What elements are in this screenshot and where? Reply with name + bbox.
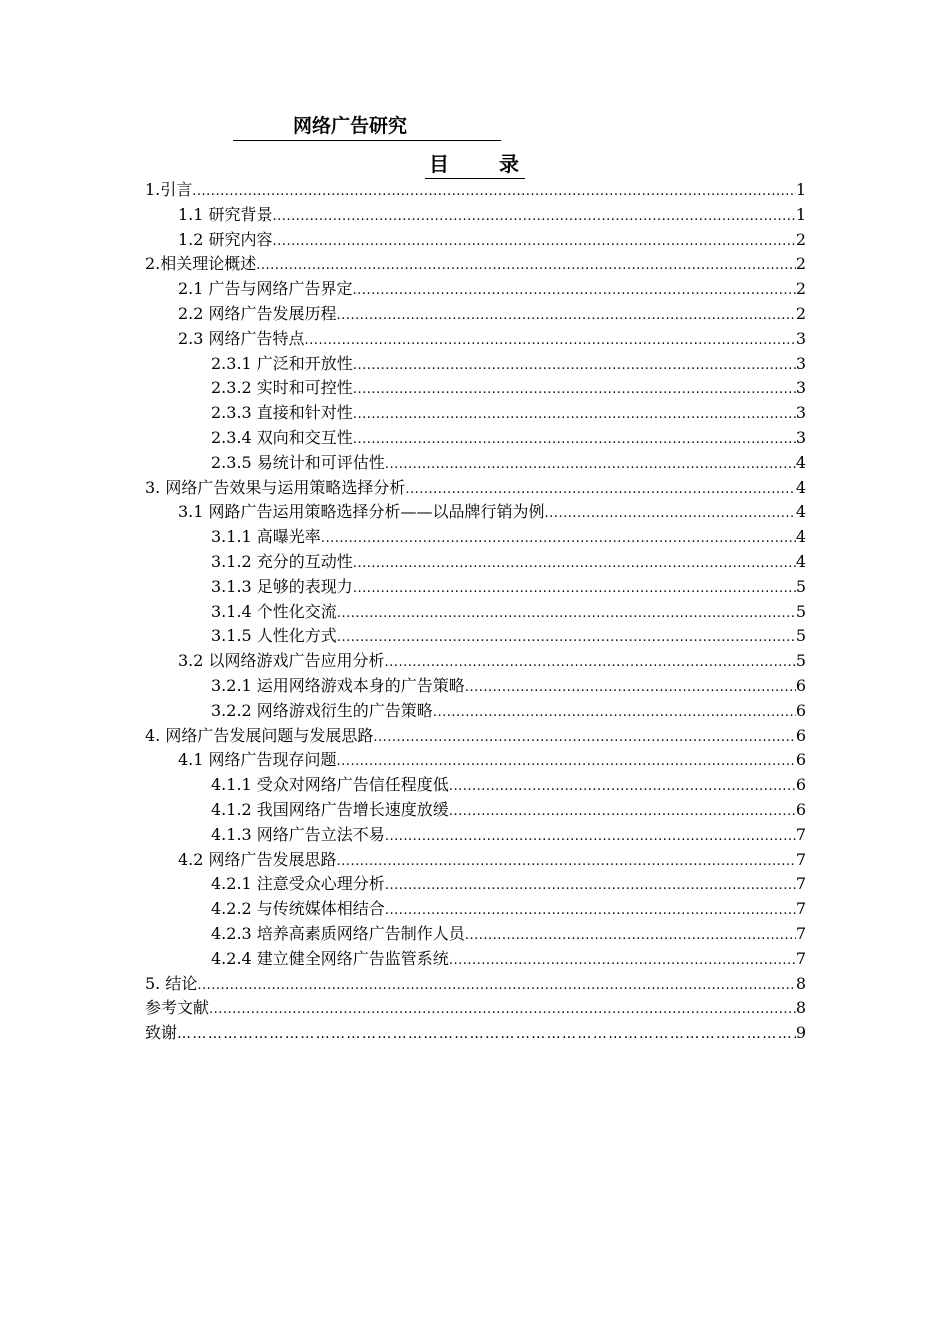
toc-entry-page-number: 9 [795,1023,806,1043]
toc-entry-title: 3.2.1 运用网络游戏本身的广告策略 [211,675,465,695]
toc-entry-page-number: 7 [795,899,806,919]
toc-entry-page-number: 4 [795,551,806,571]
toc-dot-leader [353,577,796,602]
toc-entry[interactable] [145,922,806,947]
toc-entry-page-number: 4 [795,502,806,522]
toc-entry-title: 2.3.2 实时和可控性 [211,378,353,398]
toc-entry-title: 4.2 网络广告发展思路 [178,849,337,869]
toc-entry-title: 2.1 广告与网络广告界定 [178,279,353,299]
toc-entry-title: 4.2.1 注意受众心理分析 [211,874,385,894]
toc-heading-char-1: 目 [429,152,449,176]
toc-entry[interactable] [145,996,806,1021]
toc-dot-leader [337,626,796,651]
toc-dot-leader [385,899,796,924]
toc-entry-title: 5. 结论 [145,973,198,993]
toc-entry-title: 2.2 网络广告发展历程 [178,303,337,323]
toc-dot-leader [305,329,796,354]
toc-entry-title: 2.相关理论概述 [145,254,257,274]
toc-entry-title: 3.1.1 高曝光率 [211,527,321,547]
toc-entry[interactable] [145,327,806,352]
toc-entry-page-number: 1 [795,180,806,199]
toc-entry-page-number: 8 [795,973,806,993]
toc-dot-leader [385,651,796,676]
toc-dot-leader [449,800,796,825]
toc-entry-title: 2.3.3 直接和针对性 [211,403,353,423]
toc-entry[interactable] [145,277,806,302]
toc-entry-title: 3.1 网路广告运用策略选择分析——以品牌行销为例 [178,502,545,522]
toc-entry-title: 4.1.1 受众对网络广告信任程度低 [211,775,449,795]
toc-dot-leader [337,850,796,875]
toc-dot-leader [405,478,795,503]
toc-entry[interactable] [145,798,806,823]
toc-dot-leader [373,726,795,751]
toc-entry-page-number: 4 [795,452,806,472]
toc-entry-page-number: 3 [795,403,806,423]
toc-entry[interactable] [145,376,806,401]
toc-entry-title: 4. 网络广告发展问题与发展思路 [145,725,374,745]
toc-entry-page-number: 3 [795,378,806,398]
table-of-contents [145,178,806,1046]
toc-heading-char-2: 录 [499,152,519,176]
toc-entry[interactable] [145,476,806,501]
toc-entry[interactable] [145,352,806,377]
toc-heading [425,150,525,179]
toc-dot-leader [465,676,796,701]
toc-dot-leader [337,304,796,329]
toc-dot-leader [385,874,796,899]
toc-dot-leader [353,403,796,428]
toc-entry-page-number: 6 [795,700,806,720]
toc-entry[interactable] [145,649,806,674]
toc-entry-page-number: 7 [795,874,806,894]
toc-entry-page-number: 2 [795,229,806,249]
toc-dot-leader [192,180,796,205]
toc-entry[interactable] [145,426,806,451]
toc-entry[interactable] [145,624,806,649]
toc-entry[interactable] [145,451,806,476]
toc-entry[interactable] [145,748,806,773]
toc-dot-leader [449,949,796,974]
toc-entry-title: 3.1.3 足够的表现力 [211,576,353,596]
toc-dot-leader [465,924,796,949]
toc-entry[interactable] [145,823,806,848]
toc-dot-leader [449,775,796,800]
toc-entry[interactable] [145,575,806,600]
toc-entry-page-number: 2 [795,303,806,323]
toc-dot-leader [353,428,796,453]
toc-entry-title: 4.2.4 建立健全网络广告监管系统 [211,948,449,968]
toc-entry-title: 3. 网络广告效果与运用策略选择分析 [145,477,406,497]
toc-entry-title: 2.3.5 易统计和可评估性 [211,452,385,472]
toc-entry-title: 4.1 网络广告现存问题 [178,750,337,770]
toc-entry-page-number: 1 [795,204,806,224]
toc-entry-page-number: 7 [795,849,806,869]
toc-entry-title: 4.2.2 与传统媒体相结合 [211,899,385,919]
toc-entry-page-number: 6 [795,725,806,745]
toc-entry[interactable] [145,252,806,277]
toc-entry[interactable] [145,302,806,327]
toc-dot-leader [385,825,796,850]
toc-entry-page-number: 5 [795,601,806,621]
toc-entry-page-number: 3 [795,353,806,373]
toc-entry-title: 3.1.5 人性化方式 [211,626,337,646]
toc-entry[interactable] [145,972,806,997]
toc-entry-page-number: 5 [795,576,806,596]
toc-entry[interactable] [145,848,806,873]
toc-dot-leader [321,527,796,552]
toc-entry[interactable] [145,550,806,575]
toc-entry[interactable] [145,947,806,972]
toc-entry-title: 2.3.4 双向和交互性 [211,427,353,447]
toc-entry-page-number: 3 [795,427,806,447]
toc-entry-page-number: 7 [795,824,806,844]
toc-entry[interactable] [145,1021,806,1046]
toc-entry-title: 4.2.3 培养高素质网络广告制作人员 [211,923,465,943]
toc-entry-page-number: 4 [795,477,806,497]
toc-entry-title: 3.1.2 充分的互动性 [211,551,353,571]
toc-entry-page-number: 6 [795,799,806,819]
toc-entry-page-number: 2 [795,254,806,274]
toc-dot-leader [545,502,796,527]
toc-dot-leader [353,354,796,379]
toc-dot-leader [353,378,796,403]
toc-entry-title: 参考文献 [145,998,210,1018]
toc-entry-title: 4.1.2 我国网络广告增长速度放缓 [211,799,449,819]
toc-entry-page-number: 6 [795,750,806,770]
toc-entry-page-number: 6 [795,775,806,795]
document-title-text: 网络广告研究 [293,115,408,137]
toc-dot-leader [273,205,796,230]
toc-entry-title: 1.引言 [145,180,193,199]
toc-entry-page-number: 7 [795,923,806,943]
toc-entry-title: 3.2 以网络游戏广告应用分析 [178,651,385,671]
toc-entry[interactable] [145,724,806,749]
toc-entry-page-number: 3 [795,328,806,348]
toc-entry[interactable] [145,600,806,625]
toc-dot-leader [353,279,796,304]
toc-entry[interactable] [145,401,806,426]
toc-dot-leader [256,254,796,279]
toc-entry-title: 3.1.4 个性化交流 [211,601,337,621]
toc-entry[interactable] [145,699,806,724]
toc-entry-title: 3.2.2 网络游戏衍生的广告策略 [211,700,433,720]
toc-entry-page-number: 4 [795,527,806,547]
toc-dot-leader [197,974,795,999]
toc-dot-leader [177,1022,796,1047]
toc-entry-page-number: 8 [795,998,806,1018]
toc-dot-leader [209,998,796,1023]
toc-entry[interactable] [145,228,806,253]
toc-entry[interactable] [145,872,806,897]
toc-entry[interactable] [145,897,806,922]
toc-dot-leader [385,453,796,478]
toc-dot-leader [337,602,796,627]
toc-dot-leader [273,230,796,255]
toc-entry-title: 1.1 研究背景 [178,204,273,224]
toc-entry-title: 4.1.3 网络广告立法不易 [211,824,385,844]
toc-entry[interactable] [145,178,806,203]
toc-entry-page-number: 7 [795,948,806,968]
toc-entry-page-number: 5 [795,651,806,671]
toc-entry[interactable] [145,674,806,699]
toc-entry-title: 2.3.1 广泛和开放性 [211,353,353,373]
document-title [233,113,501,141]
toc-entry[interactable] [145,203,806,228]
toc-entry[interactable] [145,500,806,525]
toc-dot-leader [433,701,796,726]
toc-entry-title: 1.2 研究内容 [178,229,273,249]
toc-entry-title: 致谢 [145,1023,178,1043]
toc-entry-title: 2.3 网络广告特点 [178,328,305,348]
toc-entry[interactable] [145,773,806,798]
toc-dot-leader [353,552,796,577]
toc-entry-page-number: 2 [795,279,806,299]
toc-dot-leader [337,750,796,775]
toc-entry-page-number: 6 [795,675,806,695]
toc-entry[interactable] [145,525,806,550]
toc-entry-page-number: 5 [795,626,806,646]
